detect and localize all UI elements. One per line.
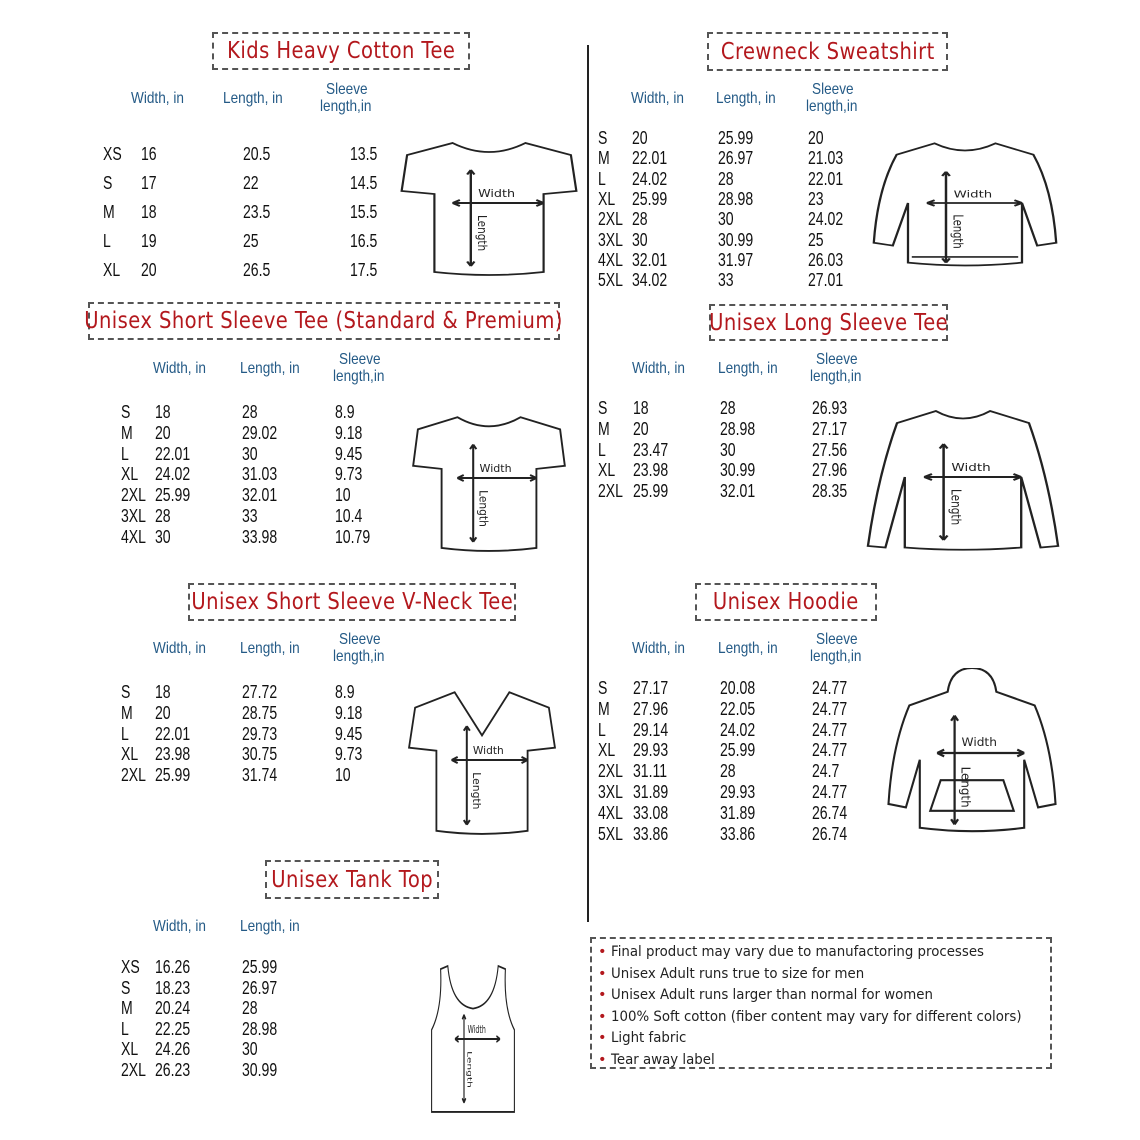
size-value: 20 (155, 422, 171, 443)
column-header-text: length,in (806, 98, 858, 115)
column-header-text: Sleeve (338, 351, 381, 368)
size-value: 33.98 (242, 526, 278, 547)
size-value: 16.26 (155, 957, 191, 977)
size-value: 26.74 (812, 823, 848, 844)
size-value: 22.01 (632, 148, 668, 169)
size-value: 28.98 (718, 188, 754, 209)
size-value: 20 (632, 128, 648, 148)
size-value: 25.99 (242, 957, 278, 977)
size-value: 9.45 (335, 723, 363, 744)
size-label: S (598, 398, 608, 418)
note-text: Light fabric (610, 1030, 686, 1046)
length-label: Length (958, 766, 973, 808)
size-label: M (121, 702, 133, 723)
column-header-text: Length, in (223, 90, 283, 107)
section-title (707, 32, 948, 71)
section-title-text: Unisex Long Sleeve Tee (708, 309, 949, 336)
column-header-text: Sleeve (811, 81, 854, 98)
size-value: 30 (155, 526, 171, 547)
size-value: 28 (720, 398, 736, 418)
size-label: 2XL (598, 209, 623, 230)
column-header-text: Width, in (631, 90, 684, 107)
note-item (598, 1050, 1044, 1072)
vneck-tee-icon (406, 683, 558, 837)
size-value: 29.73 (242, 723, 278, 744)
size-value: 16 (141, 144, 157, 164)
column-header (810, 631, 871, 665)
size-value: 24.77 (812, 719, 848, 740)
size-value: 22.01 (155, 723, 191, 744)
size-value: 29.93 (633, 740, 669, 761)
section-title-text: Unisex Short Sleeve V-Neck Tee (191, 589, 513, 615)
section-title (709, 304, 948, 341)
size-label: M (598, 698, 610, 719)
column-header (153, 640, 215, 657)
size-value: 9.73 (335, 744, 363, 765)
section-title (212, 32, 470, 70)
section-title (695, 583, 877, 621)
size-value: 24.77 (812, 698, 848, 719)
size-value: 25.99 (720, 740, 756, 761)
size-value: 24.02 (632, 168, 668, 189)
width-label: Width (479, 462, 512, 475)
note-text: 100% Soft cotton (fiber content may vary for different colors) (610, 1008, 1022, 1025)
size-value: 20.5 (243, 144, 271, 164)
size-value: 26.97 (718, 148, 754, 169)
column-header-text: Width, in (153, 360, 206, 377)
size-label: XL (121, 464, 139, 485)
column-header-text: length,in (320, 98, 372, 115)
size-value: 24.26 (155, 1039, 191, 1060)
size-value: 17.5 (350, 260, 378, 280)
size-value: 20 (808, 128, 824, 148)
size-label: L (121, 1018, 129, 1039)
size-value: 13.5 (350, 144, 378, 164)
size-value: 28 (718, 168, 734, 189)
sweatshirt-icon (870, 132, 1060, 274)
size-value: 20 (155, 702, 171, 723)
size-value: 34.02 (632, 270, 668, 291)
section-title-text: Crewneck Sweatshirt (720, 38, 935, 65)
size-label: S (121, 402, 131, 422)
column-header (320, 81, 381, 115)
size-value: 26.5 (243, 260, 271, 280)
size-value: 26.03 (808, 249, 844, 270)
size-value: 24.02 (808, 209, 844, 230)
size-label: XL (103, 260, 121, 280)
column-header-text: Sleeve (815, 351, 858, 368)
tshirt-icon (410, 402, 568, 554)
column-header (718, 360, 788, 377)
section-title-text: Unisex Short Sleeve Tee (Standard & Premium) (84, 308, 564, 334)
size-value: 30 (718, 209, 734, 230)
size-label: M (121, 422, 133, 443)
column-header (240, 360, 310, 377)
column-header-text: Width, in (632, 360, 685, 377)
bullet-icon: • (598, 1008, 607, 1025)
size-value: 32.01 (242, 485, 278, 506)
note-item (598, 1007, 1044, 1029)
column-header (718, 640, 788, 657)
note-item (598, 964, 1044, 986)
hoodie-icon (885, 668, 1059, 838)
size-label: L (121, 723, 129, 744)
size-value: 25 (808, 229, 824, 250)
length-label: Length (465, 1051, 473, 1088)
product-notes (590, 937, 1052, 1069)
column-header-text: Width, in (153, 640, 206, 657)
length-label: Length (950, 214, 967, 249)
section-title-text: Kids Heavy Cotton Tee (226, 38, 456, 64)
column-header-text: Length, in (716, 90, 776, 107)
size-value: 24.7 (812, 761, 840, 782)
size-value: 24.77 (812, 740, 848, 761)
size-value: 33.86 (633, 823, 669, 844)
size-value: 14.5 (350, 173, 378, 193)
width-label: Width (953, 188, 993, 200)
column-header-text: Length, in (718, 360, 778, 377)
column-header-text: Length, in (718, 640, 778, 657)
size-value: 26.23 (155, 1060, 191, 1080)
size-value: 27.17 (812, 418, 848, 439)
size-value: 10 (335, 485, 351, 506)
size-value: 26.74 (812, 802, 848, 823)
size-label: L (103, 231, 111, 251)
size-value: 33 (242, 506, 258, 526)
column-header (223, 90, 293, 107)
column-header-text: Width, in (632, 640, 685, 657)
size-value: 28 (242, 998, 258, 1019)
size-value: 25.99 (155, 485, 191, 506)
size-value: 23.98 (633, 460, 669, 481)
size-value: 27.17 (633, 678, 669, 698)
column-header-text: Sleeve (338, 631, 381, 648)
size-value: 9.45 (335, 443, 363, 464)
size-value: 25.99 (632, 188, 668, 209)
size-value: 25.99 (155, 765, 191, 786)
column-header-text: length,in (810, 648, 862, 665)
column-header-text: Width, in (131, 90, 184, 107)
size-value: 27.72 (242, 682, 278, 702)
size-value: 31.89 (720, 802, 756, 823)
size-value: 31.89 (633, 782, 669, 802)
size-value: 10 (335, 765, 351, 786)
size-label: M (598, 418, 610, 439)
size-label: M (103, 202, 115, 222)
size-value: 31.03 (242, 464, 278, 485)
bullet-icon: • (598, 1051, 607, 1068)
size-label: M (598, 148, 610, 169)
length-label: Length (476, 490, 490, 527)
size-value: 18.23 (155, 977, 191, 998)
note-item (598, 1028, 1044, 1050)
size-value: 28.98 (242, 1018, 278, 1039)
column-header-text: Length, in (240, 918, 300, 935)
bullet-icon: • (598, 965, 607, 982)
size-label: 3XL (598, 782, 623, 802)
width-label: Width (478, 187, 516, 200)
bullet-icon: • (598, 987, 607, 1003)
size-value: 24.02 (720, 719, 756, 740)
size-value: 30.75 (242, 744, 278, 765)
size-label: 3XL (121, 506, 146, 526)
size-value: 28.35 (812, 481, 848, 502)
size-value: 18 (155, 402, 171, 422)
section-title (84, 302, 564, 340)
size-label: L (598, 168, 606, 189)
size-value: 20 (141, 260, 157, 280)
column-header-text: Sleeve (325, 81, 368, 98)
size-value: 16.5 (350, 231, 378, 251)
tank-top-icon (428, 963, 518, 1115)
size-value: 33.86 (720, 823, 756, 844)
size-value: 22 (243, 173, 259, 193)
size-value: 30 (242, 1039, 258, 1060)
size-value: 18 (633, 398, 649, 418)
size-value: 25 (243, 231, 259, 251)
size-value: 28 (720, 761, 736, 782)
size-label: 2XL (598, 481, 623, 502)
column-header (153, 360, 215, 377)
size-value: 25.99 (718, 128, 754, 148)
size-value: 20 (633, 418, 649, 439)
size-value: 27.96 (812, 460, 848, 481)
bullet-icon: • (598, 1030, 607, 1046)
size-label: 4XL (598, 802, 623, 823)
note-text: Tear away label (610, 1051, 715, 1068)
length-label: Length (474, 215, 491, 252)
size-value: 29.93 (720, 782, 756, 802)
size-label: 2XL (598, 761, 623, 782)
size-label: L (598, 439, 606, 460)
column-header-text: length,in (810, 368, 862, 385)
size-value: 28 (155, 506, 171, 526)
column-header (240, 640, 310, 657)
size-label: 3XL (598, 229, 623, 250)
note-text: Final product may vary due to manufactoring processes (610, 944, 984, 960)
size-value: 32.01 (720, 481, 756, 502)
section-title-text: Unisex Hoodie (713, 589, 859, 615)
width-label: Width (472, 743, 504, 757)
column-header-text: Length, in (240, 360, 300, 377)
column-header-text: Width, in (153, 918, 206, 935)
size-value: 30 (720, 439, 736, 460)
column-header (632, 640, 694, 657)
column-header (632, 360, 694, 377)
note-text: Unisex Adult runs true to size for men (610, 965, 864, 982)
size-value: 26.93 (812, 398, 848, 418)
size-label: 2XL (121, 1060, 146, 1080)
size-value: 9.73 (335, 464, 363, 485)
column-header-text: length,in (333, 368, 385, 385)
size-value: 23.47 (633, 439, 669, 460)
size-label: 5XL (598, 270, 623, 291)
size-value: 23 (808, 188, 824, 209)
size-value: 10.79 (335, 526, 371, 547)
width-label: Width (961, 735, 997, 750)
size-value: 33 (718, 270, 734, 291)
size-value: 22.01 (808, 168, 844, 189)
size-label: M (121, 998, 133, 1019)
size-value: 30 (242, 443, 258, 464)
size-label: S (121, 682, 131, 702)
size-value: 9.18 (335, 702, 363, 723)
size-value: 30.99 (718, 229, 754, 250)
size-label: 5XL (598, 823, 623, 844)
size-value: 18 (141, 202, 157, 222)
width-label: Width (951, 461, 991, 474)
size-label: L (598, 719, 606, 740)
size-value: 23.98 (155, 744, 191, 765)
size-value: 15.5 (350, 202, 378, 222)
size-label: S (121, 977, 131, 998)
size-value: 30.99 (720, 460, 756, 481)
size-label: XL (598, 460, 616, 481)
size-value: 29.02 (242, 422, 278, 443)
size-value: 10.4 (335, 506, 363, 526)
size-label: XL (598, 188, 616, 209)
size-label: 4XL (121, 526, 146, 547)
size-value: 22.01 (155, 443, 191, 464)
size-value: 32.01 (632, 249, 668, 270)
size-value: 8.9 (335, 402, 355, 422)
column-header (810, 351, 871, 385)
note-item (598, 985, 1044, 1007)
size-label: XL (121, 1039, 139, 1060)
size-value: 28.98 (720, 418, 756, 439)
size-value: 17 (141, 173, 157, 193)
column-header (131, 90, 193, 107)
section-title-text: Unisex Tank Top (271, 866, 433, 893)
size-label: 4XL (598, 249, 623, 270)
size-label: S (103, 173, 113, 193)
size-value: 31.97 (718, 249, 754, 270)
size-label: XS (103, 144, 122, 164)
note-item (598, 942, 1044, 964)
size-value: 22.25 (155, 1018, 191, 1039)
column-divider (587, 45, 589, 922)
size-label: S (598, 678, 608, 698)
width-label: Width (467, 1024, 486, 1037)
size-value: 23.5 (243, 202, 271, 222)
size-value: 18 (155, 682, 171, 702)
size-value: 28 (242, 402, 258, 422)
size-label: XL (121, 744, 139, 765)
long-sleeve-tee-icon (866, 402, 1060, 552)
size-value: 27.01 (808, 270, 844, 291)
size-value: 31.11 (633, 761, 668, 782)
size-value: 20.08 (720, 678, 756, 698)
size-value: 28.75 (242, 702, 278, 723)
size-value: 9.18 (335, 422, 363, 443)
size-value: 24.02 (155, 464, 191, 485)
size-value: 25.99 (633, 481, 669, 502)
size-label: S (598, 128, 608, 148)
size-label: 2XL (121, 485, 146, 506)
size-label: XL (598, 740, 616, 761)
size-value: 31.74 (242, 765, 278, 786)
length-label: Length (469, 772, 483, 810)
size-value: 26.97 (242, 977, 278, 998)
length-label: Length (948, 489, 964, 526)
column-header (806, 81, 867, 115)
size-value: 21.03 (808, 148, 844, 169)
column-header (716, 90, 786, 107)
size-value: 24.77 (812, 782, 848, 802)
size-value: 27.96 (633, 698, 669, 719)
column-header-text: Length, in (240, 640, 300, 657)
column-header-text: Sleeve (815, 631, 858, 648)
column-header-text: length,in (333, 648, 385, 665)
size-value: 19 (141, 231, 157, 251)
section-title (265, 860, 439, 899)
size-value: 27.56 (812, 439, 848, 460)
size-value: 22.05 (720, 698, 756, 719)
column-header (240, 918, 310, 935)
column-header (153, 918, 215, 935)
tshirt-icon (398, 128, 580, 278)
section-title (188, 583, 516, 621)
column-header (333, 631, 394, 665)
size-value: 29.14 (633, 719, 669, 740)
size-value: 8.9 (335, 682, 355, 702)
size-label: 2XL (121, 765, 146, 786)
column-header (631, 90, 693, 107)
size-label: XS (121, 957, 140, 977)
size-value: 20.24 (155, 998, 191, 1019)
column-header (333, 351, 394, 385)
size-value: 30.99 (242, 1060, 278, 1080)
size-value: 24.77 (812, 678, 848, 698)
size-value: 30 (632, 229, 648, 250)
size-label: L (121, 443, 129, 464)
size-value: 33.08 (633, 802, 669, 823)
bullet-icon: • (598, 944, 607, 960)
size-value: 28 (632, 209, 648, 230)
note-text: Unisex Adult runs larger than normal for women (610, 987, 933, 1003)
